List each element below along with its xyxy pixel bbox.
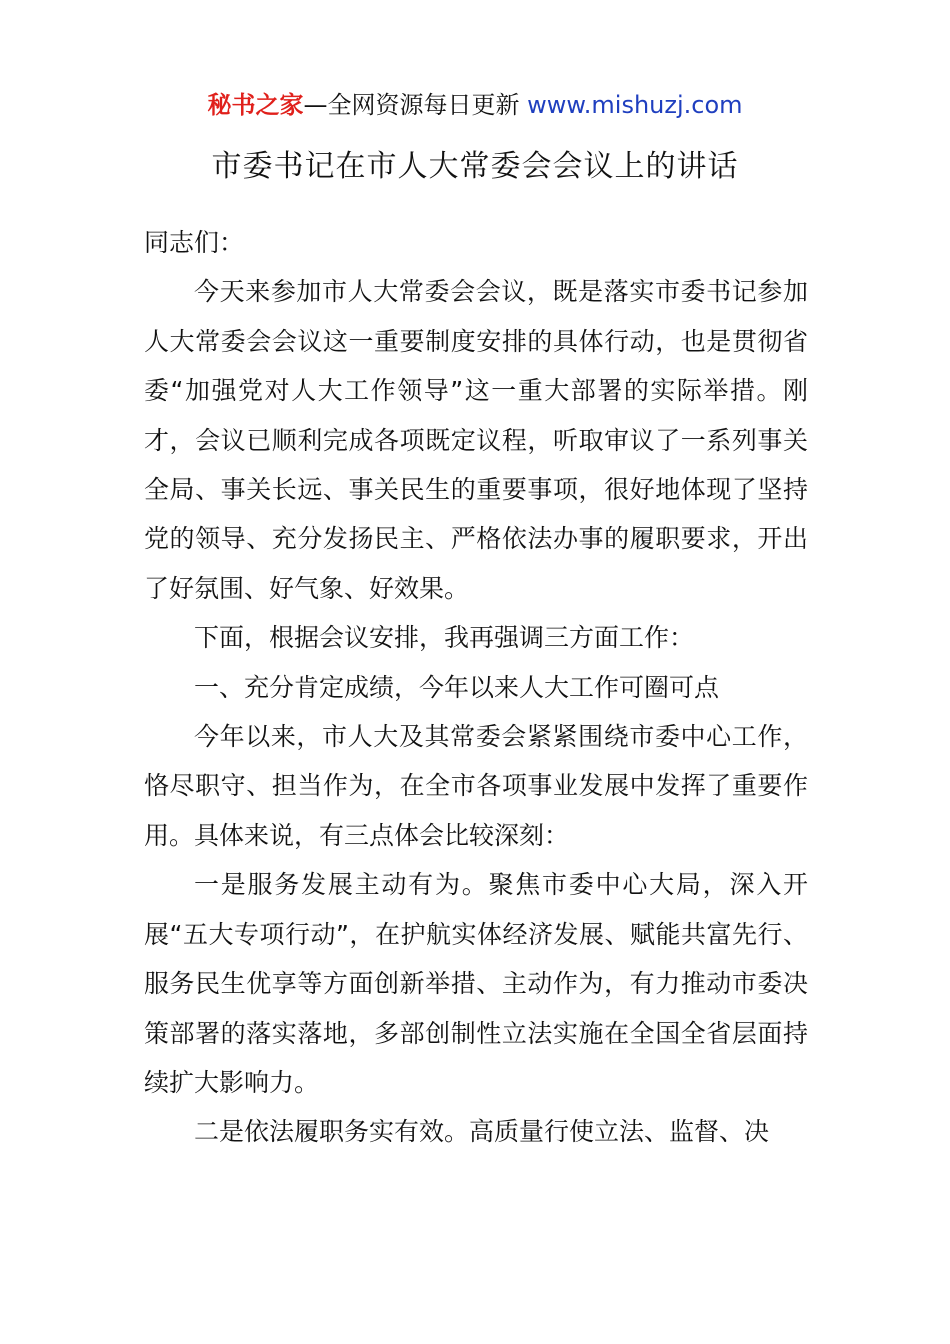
site-banner: [0, 88, 950, 122]
paragraph-transition: 下面，根据会议安排，我再强调三方面工作：: [194, 623, 695, 653]
paragraph-point-1: 一是服务发展主动有为。聚焦市委中心大局，深入开展“五大专项行动”，在护航实体经济发展、赋能共富先行、服务民生优享等方面创新举措、主动作为，有力推动市委决策部署的落实落地，多部创制性立法实施在全国全省层面持续扩大影响力。: [144, 870, 808, 1097]
document-body: [144, 218, 808, 1157]
document-title: 市委书记在市人大常委会会议上的讲话: [211, 149, 739, 184]
banner-tagline: —全网资源每日更新: [303, 91, 528, 119]
brand-name: 秘书之家: [207, 91, 304, 119]
paragraph-point-2: 二是依法履职务实有效。高质量行使立法、监督、决: [194, 1117, 770, 1147]
site-url-link[interactable]: www.mishuzj.com: [527, 91, 743, 119]
section-heading-1: 一、充分肯定成绩，今年以来人大工作可圈可点: [194, 672, 720, 702]
paragraph-achievements: 今年以来，市人大及其常委会紧紧围绕市委中心工作，恪尽职守、担当作为，在全市各项事业发展中发挥了重要作用。具体来说，有三点体会比较深刻：: [144, 722, 808, 850]
salutation: 同志们：: [144, 228, 245, 257]
paragraph-intro: 今天来参加市人大常委会会议，既是落实市委书记参加人大常委会会议这一重要制度安排的具体行动，也是贯彻省委“加强党对人大工作领导”这一重大部署的实际举措。刚才，会议已顺利完成各项既定议程，听取审议了一系列事关全局、事关长远、事关民生的重要事项，很好地体现了坚持党的领导、充分发扬民主、严格依法办事的履职要求，开出了好氛围、好气象、好效果。: [144, 277, 808, 603]
